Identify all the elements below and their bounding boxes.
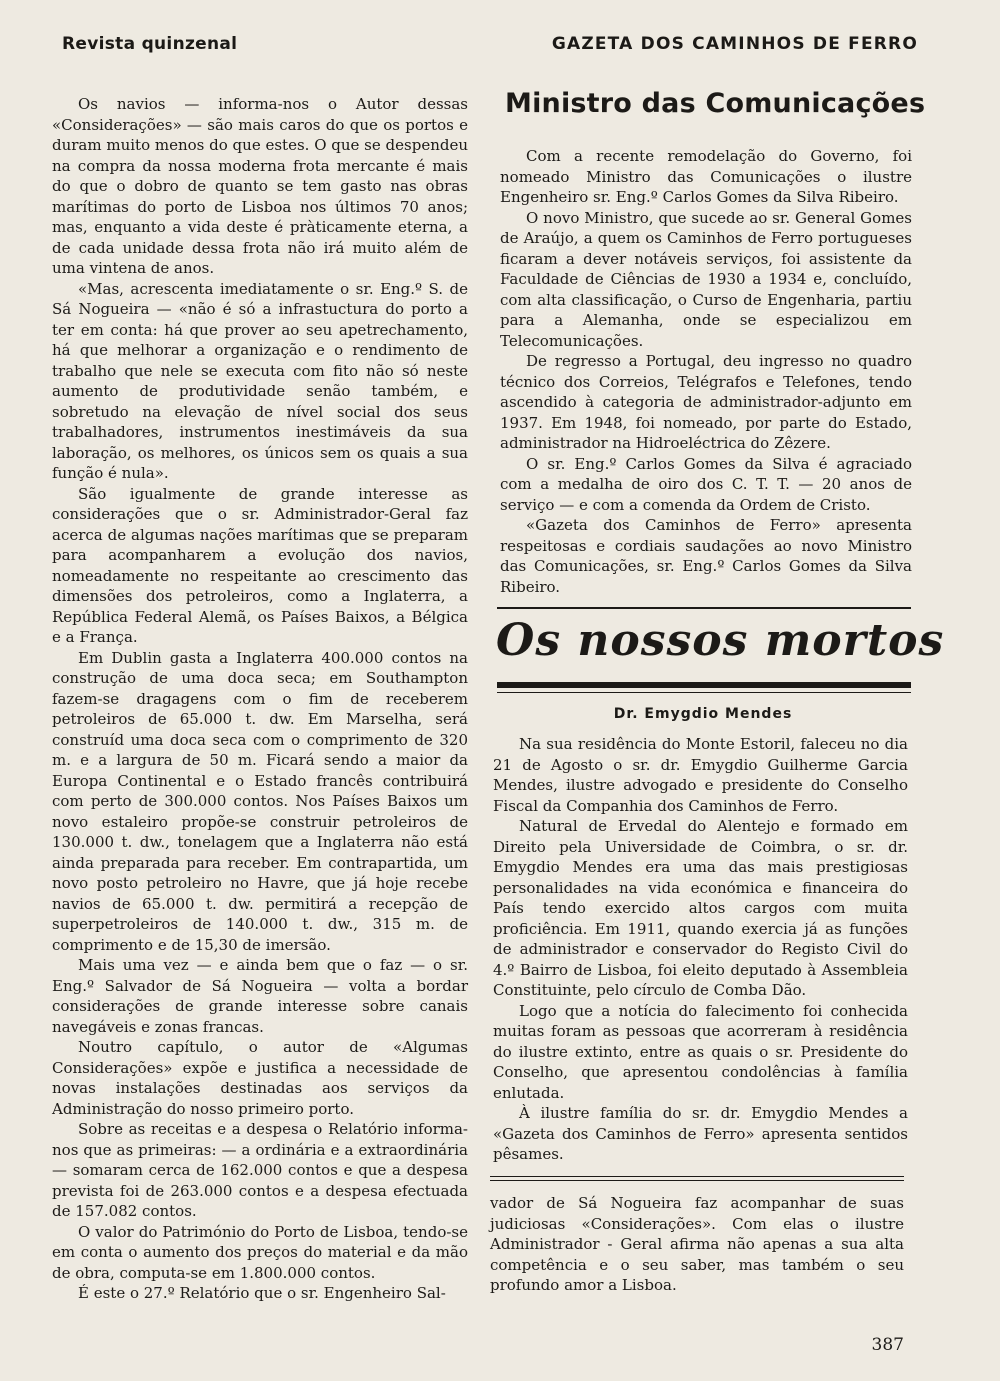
minister-article-title: Ministro das Comunicações (505, 88, 926, 119)
paragraph: À ilustre família do sr. dr. Emygdio Mendes a «Gazeta dos Caminhos de Ferro» apresenta sentidos pêsames. (493, 1104, 908, 1163)
minister-article-body (500, 146, 912, 597)
paragraph: São igualmente de grande interesse as considerações que o sr. Administrador-Geral faz acerca de algumas nações marítimas que se preparam para acompanharem a evolução dos navios, nomeadamente no respeitante ao crescimento das dimensões dos petroleiros, como a Inglaterra, a República Federal Alemã, os Países Baixos, a Bélgica e a França. (52, 484, 468, 646)
obituary-subhead: Dr. Emygdio Mendes (613, 706, 793, 722)
obituary-body (493, 734, 908, 1165)
double-rule-top (490, 1176, 904, 1177)
paragraph: Os navios — informa-nos o Autor dessas «Considerações» — são mais caros do que os portos e duram muito menos do que estes. O que se despendeu na compra da nossa moderna frota mercante é mais do que o dobro de quanto se tem gasto nas obras marítimas do porto de Lisboa nos últimos 70 anos; mas, enquanto a vida deste é pràticamente eterna, a de cada unidade dessa frota não irá muito além de uma vintena de anos. (52, 95, 468, 277)
paragraph: Logo que a notícia do falecimento foi conhecida muitas foram as pessoas que acorreram à residência do ilustre extinto, entre as quais o sr. Presidente do Conselho, que apresentou condolências à família enlutada. (493, 1001, 908, 1102)
continuation-column (490, 1193, 904, 1296)
paragraph: Em Dublin gasta a Inglaterra 400.000 contos na construção de uma doca seca; em Southampton fazem-se dragagens com o fim de receberem petroleiros de 65.000 t. dw. Em Marselha, será construíd uma doca seca com o comprimento de 320 m. e a largura de 50 m. Ficará sendo a maior da Europa Continental e o Estado francês contribuirá com perto de 300.000 contos. Nos Países Baixos um novo estaleiro propõe-se construir petroleiros de 130.000 t. dw., tonelagem que a Inglaterra não está ainda preparada para receber. Em contrapartida, um novo posto petroleiro no Havre, que já hoje recebe navios de 65.000 t. dw. permitirá a recepção de superpetroleiros de 140.000 t. dw., 315 m. de comprimento e de 15,30 de imersão. (52, 648, 468, 954)
paragraph: Mais uma vez — e ainda bem que o faz — o sr. Eng.º Salvador de Sá Nogueira — volta a bordar considerações de grande interesse sobre canais navegáveis e zonas francas. (52, 956, 468, 1036)
left-column (52, 94, 468, 1304)
double-rule-bottom (490, 1180, 904, 1181)
running-header-right: GAZETA DOS CAMINHOS DE FERRO (551, 34, 918, 54)
banner-underline-thin (497, 692, 911, 693)
paragraph: «Gazeta dos Caminhos de Ferro» apresenta respeitosas e cordiais saudações ao novo Ministro das Comunicações, sr. Eng.º Carlos Gomes da Silva Ribeiro. (500, 516, 912, 596)
paragraph: Na sua residência do Monte Estoril, faleceu no dia 21 de Agosto o sr. dr. Emygdio Guilherme Garcia Mendes, ilustre advogado e presidente do Conselho Fiscal da Companhia dos Caminhos de Ferro. (493, 735, 908, 815)
paragraph: Com a recente remodelação do Governo, foi nomeado Ministro das Comunicações o ilustre Engenheiro sr. Eng.º Carlos Gomes da Silva Ribeiro. (500, 147, 912, 206)
page-number: 387 (871, 1335, 904, 1355)
paragraph: Noutro capítulo, o autor de «Algumas Considerações» expõe e justifica a necessidade de novas instalações destinadas aos serviços da Administração do nosso primeiro porto. (52, 1038, 468, 1118)
paragraph: vador de Sá Nogueira faz acompanhar de suas judiciosas «Considerações». Com elas o ilustre Administrador - Geral afirma não apenas a sua alta competência e o seu saber, mas também o seu profundo amor a Lisboa. (490, 1194, 904, 1294)
paragraph: O novo Ministro, que sucede ao sr. General Gomes de Araújo, a quem os Caminhos de Ferro portugueses ficaram a dever notáveis serviços, foi assistente da Faculdade de Ciências de 1930 a 1934 e, concluído, com alta classificação, o Curso de Engenharia, partiu para a Alemanha, onde se especializou em Telecomunicações. (500, 208, 912, 350)
paragraph: Natural de Ervedal do Alentejo e formado em Direito pela Universidade de Coimbra, o sr. dr. Emygdio Mendes era uma das mais prestigiosas personalidades na vida económica e financeira do País tendo exercido altos cargos com muita proficiência. Em 1911, quando exercia já as funções de administrador e conservador do Registo Civil do 4.º Bairro de Lisboa, foi eleito deputado à Assembleia Constituinte, pelo círculo de Comba Dão. (493, 817, 908, 999)
running-header-left: Revista quinzenal (62, 34, 238, 54)
paragraph: O sr. Eng.º Carlos Gomes da Silva é agraciado com a medalha de oiro dos C. T. T. — 20 anos de serviço — e com a comenda da Ordem de Cristo. (500, 454, 912, 514)
banner-underline (497, 682, 911, 688)
section-divider (497, 607, 911, 609)
obituary-section-title: Os nossos mortos (496, 615, 945, 666)
paragraph: «Mas, acrescenta imediatamente o sr. Eng.º S. de Sá Nogueira — «não é só a infrastuctura do porto a ter em conta: há que prover ao seu apetrechamento, há que melhorar a organização e o rendimento de trabalho que nele se executa com fito não só neste aumento de produtividade senão também, e sobretudo na elevação de nível social dos seus trabalhadores, instrumentos inestimáveis da sua laboração, os melhores, os únicos sem os quais a sua função é nula». (52, 279, 468, 482)
paragraph: O valor do Património do Porto de Lisboa, tendo-se em conta o aumento dos preços do material e da mão de obra, computa-se em 1.800.000 contos. (52, 1222, 468, 1282)
paragraph: É este o 27.º Relatório que o sr. Engenheiro Sal- (78, 1284, 446, 1302)
paragraph: Sobre as receitas e a despesa o Relatório informa-nos que as primeiras: — a ordinária e a extraordinária — somaram cerca de 162.000 contos e que a despesa prevista foi de 263.000 contos e a despesa efectuada de 157.082 contos. (52, 1120, 468, 1220)
paragraph: De regresso a Portugal, deu ingresso no quadro técnico dos Correios, Telégrafos e Telefones, tendo ascendido à categoria de administrador-adjunto em 1937. Em 1948, foi nomeado, por parte do Estado, administrador na Hidroeléctrica do Zêzere. (500, 352, 912, 452)
